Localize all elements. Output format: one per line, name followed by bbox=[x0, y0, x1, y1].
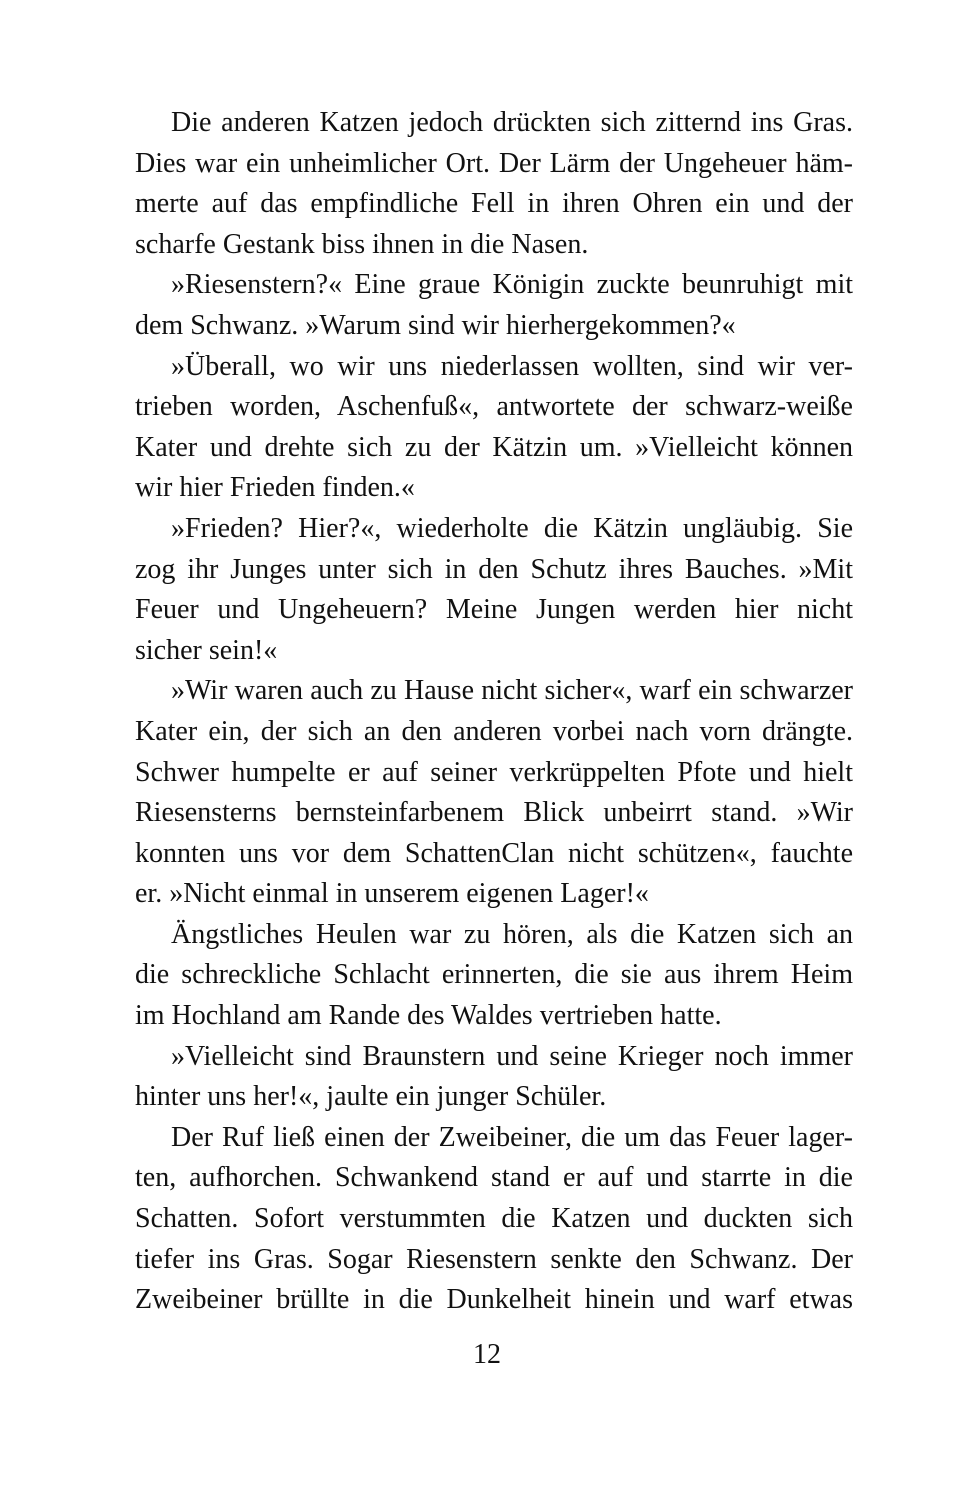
text-line: Feuer und Ungeheuern? Meine Jungen werden hier nicht bbox=[135, 594, 853, 626]
text-line: »Vielleicht sind Braunstern und seine Krieger noch immer bbox=[171, 1040, 853, 1072]
text-line: merte auf das empfindliche Fell in ihren Ohren ein und der bbox=[135, 188, 853, 220]
text-line: Zweibeiner brüllte in die Dunkelheit hinein und warf etwas bbox=[135, 1284, 853, 1316]
page-number: 12 bbox=[473, 1339, 501, 1370]
text-line: »Überall, wo wir uns niederlassen wollten, sind wir ver- bbox=[171, 350, 853, 382]
text-line: hinter uns her!«, jaulte ein junger Schüler. bbox=[135, 1081, 607, 1113]
text-line: ten, aufhorchen. Schwankend stand er auf und starrte in die bbox=[135, 1162, 853, 1194]
text-line: Kater und drehte sich zu der Kätzin um. »Vielleicht können bbox=[135, 431, 853, 463]
text-line: Ängstliches Heulen war zu hören, als die Katzen sich an bbox=[171, 918, 853, 950]
text-line: »Wir waren auch zu Hause nicht sicher«, warf ein schwarzer bbox=[171, 675, 853, 707]
text-line: Dies war ein unheimlicher Ort. Der Lärm der Ungeheuer häm- bbox=[135, 147, 853, 179]
text-line: Riesensterns bernsteinfarbenem Blick unbeirrt stand. »Wir bbox=[135, 797, 853, 829]
text-line: dem Schwanz. »Warum sind wir hierhergekommen?« bbox=[135, 309, 736, 341]
text-line: trieben worden, Aschenfuß«, antwortete der schwarz-weiße bbox=[135, 391, 853, 423]
text-line: tiefer ins Gras. Sogar Riesenstern senkte den Schwanz. Der bbox=[135, 1243, 853, 1275]
text-line: Schatten. Sofort verstummten die Katzen und duckten sich bbox=[135, 1203, 853, 1235]
text-line: Kater ein, der sich an den anderen vorbei nach vorn drängte. bbox=[135, 715, 853, 747]
text-line: die schreckliche Schlacht erinnerten, die sie aus ihrem Heim bbox=[135, 959, 853, 991]
text-line: zog ihr Junges unter sich in den Schutz ihres Bauches. »Mit bbox=[135, 553, 853, 585]
text-line: im Hochland am Rande des Waldes vertrieben hatte. bbox=[135, 1000, 722, 1032]
body-text bbox=[135, 103, 853, 1321]
text-line: er. »Nicht einmal in unserem eigenen Lager!« bbox=[135, 878, 649, 910]
text-line: Schwer humpelte er auf seiner verkrüppelten Pfote und hielt bbox=[135, 756, 853, 788]
text-line: Der Ruf ließ einen der Zweibeiner, die um das Feuer lager- bbox=[171, 1121, 853, 1153]
text-line: wir hier Frieden finden.« bbox=[135, 472, 415, 504]
text-line: Die anderen Katzen jedoch drückten sich zitternd ins Gras. bbox=[171, 107, 853, 138]
text-line: »Frieden? Hier?«, wiederholte die Kätzin ungläubig. Sie bbox=[171, 512, 853, 544]
text-line: sicher sein!« bbox=[135, 634, 278, 666]
text-line: konnten uns vor dem SchattenClan nicht schützen«, fauchte bbox=[135, 837, 853, 869]
text-line: »Riesenstern?« Eine graue Königin zuckte beunruhigt mit bbox=[171, 269, 853, 301]
text-line: scharfe Gestank biss ihnen in die Nasen. bbox=[135, 228, 589, 260]
